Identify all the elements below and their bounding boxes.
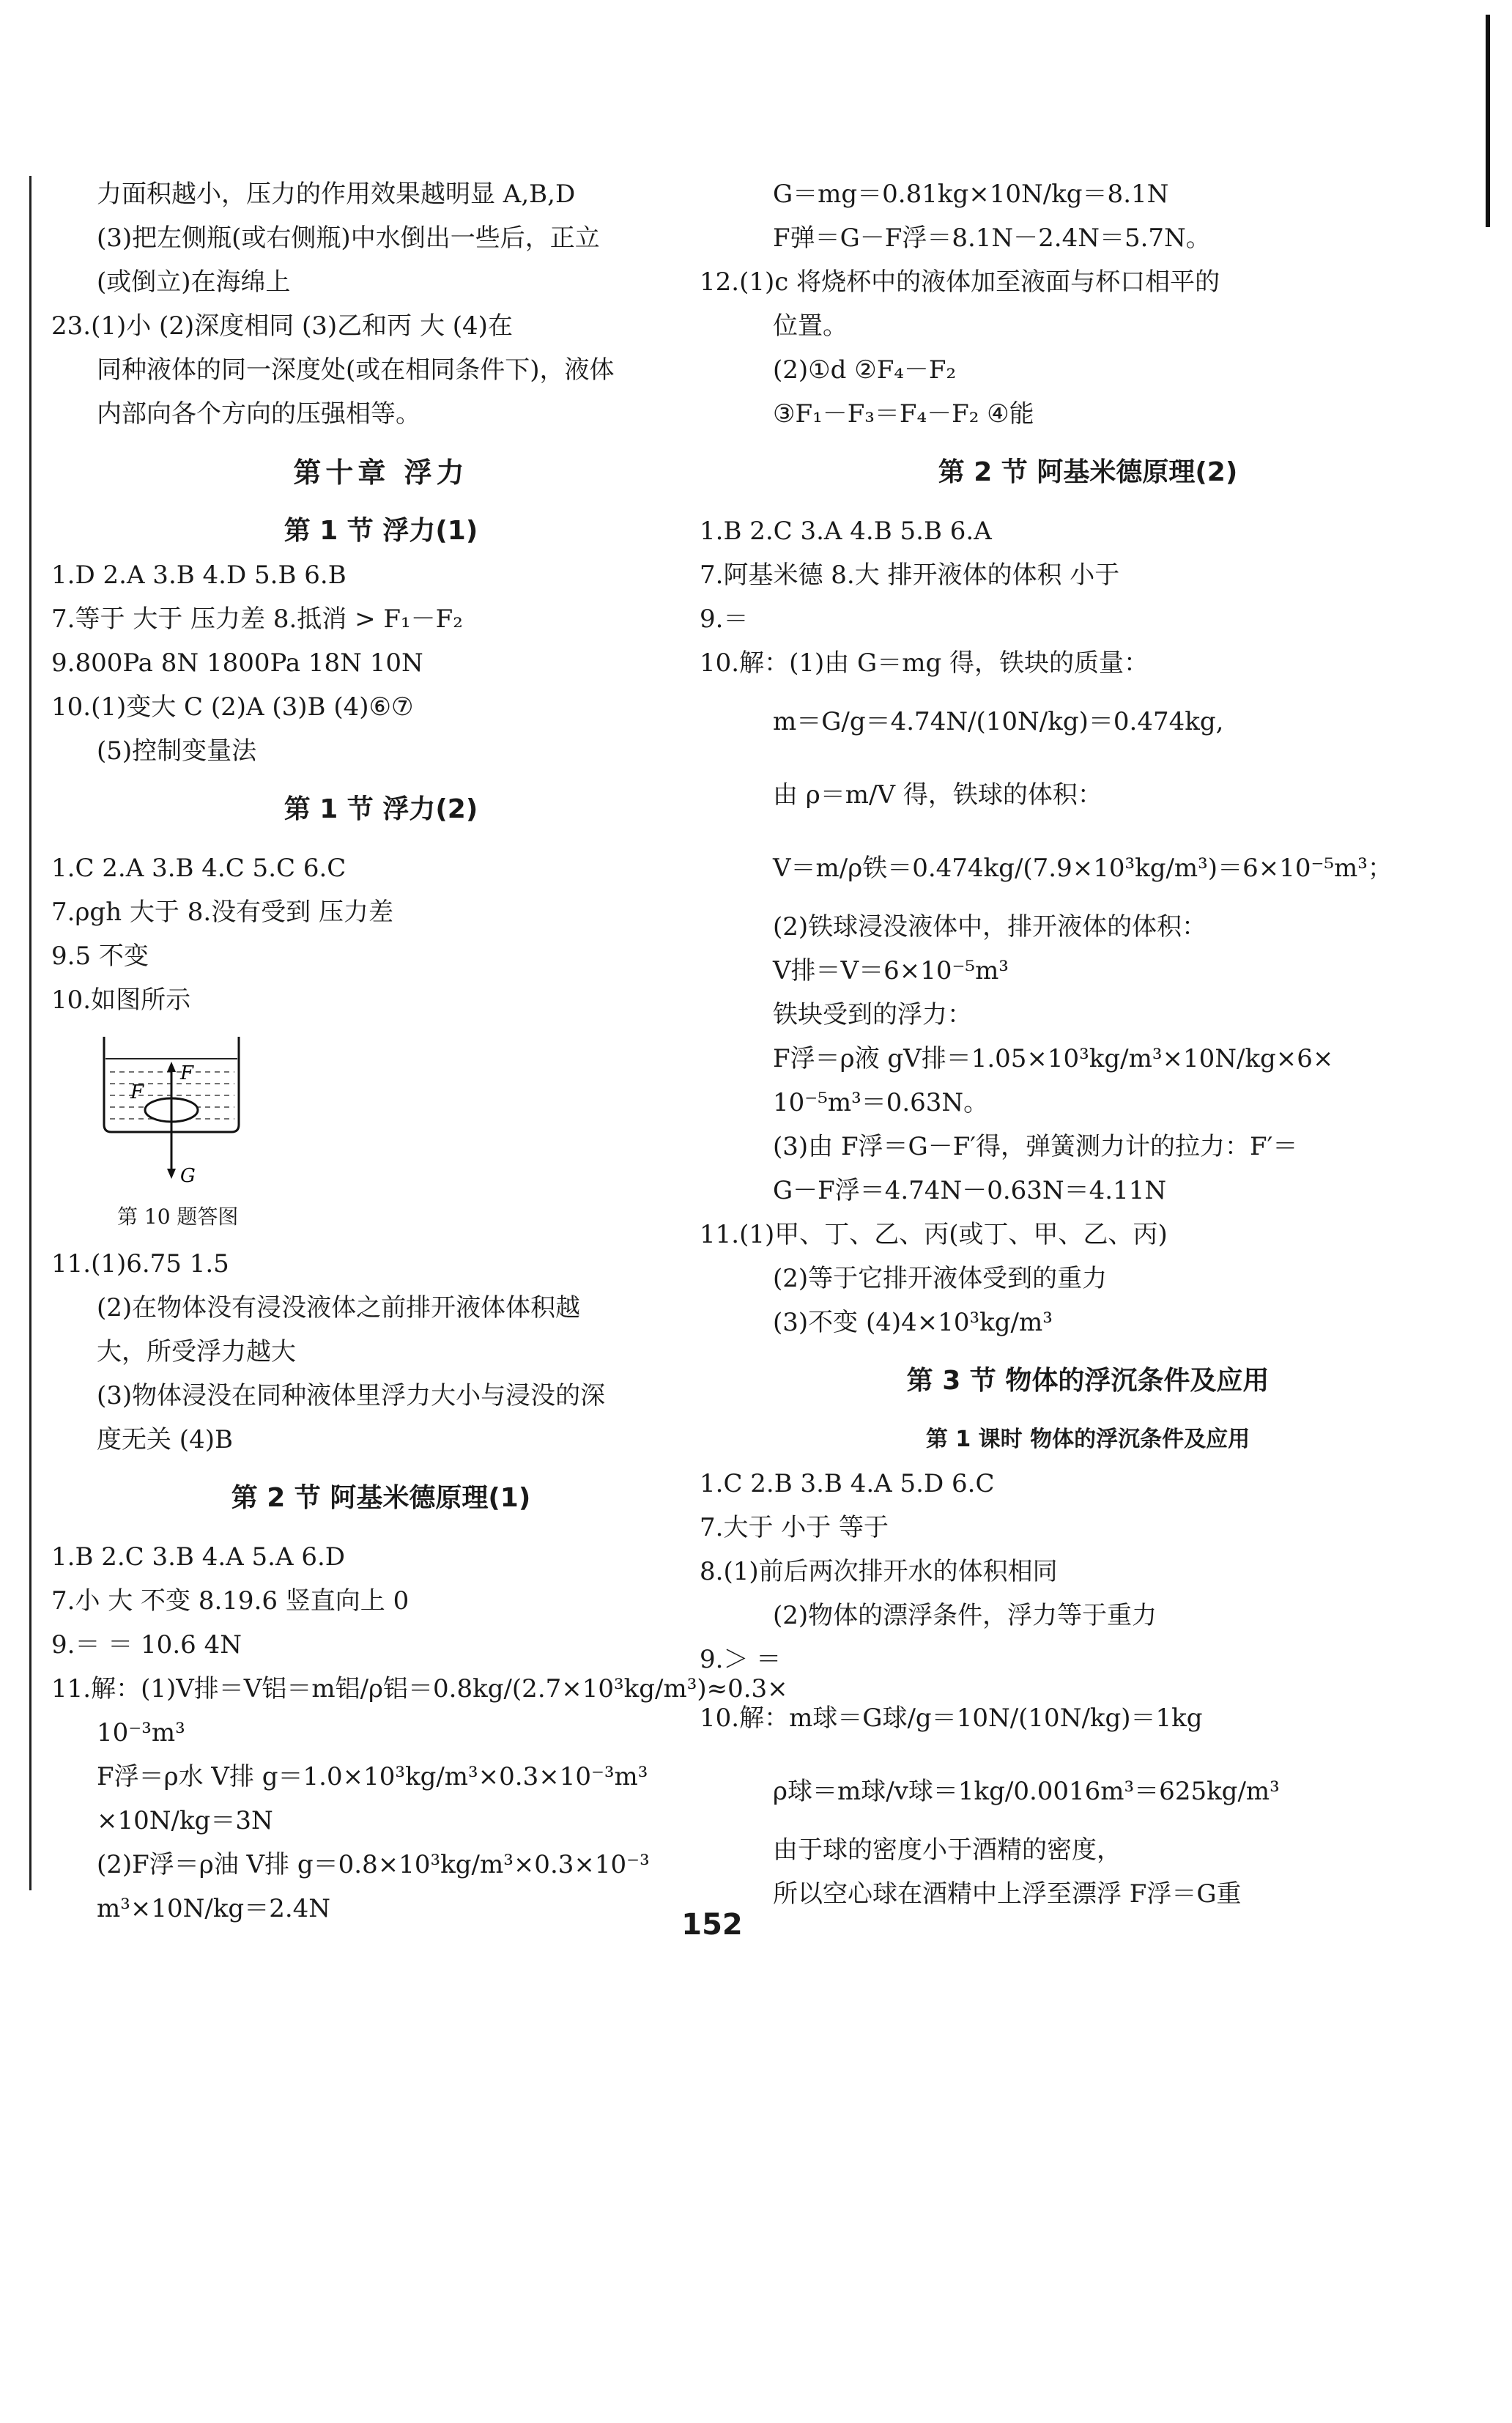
chapter-title: 第十章 浮力	[293, 456, 469, 489]
text-line: (3)由 F浮＝G－F′得，弹簧测力计的拉力：F′＝	[773, 1132, 1298, 1161]
section-title: 第 2 节 阿基米德原理(1)	[231, 1483, 531, 1513]
formula-line: 由 ρ＝m/V 得，铁球的体积：	[773, 780, 1102, 810]
answer-line: 9.5 不变	[51, 942, 149, 971]
answer-line: 9.800Pa 8N 1800Pa 18N 10N	[51, 648, 423, 678]
text-line: 由于球的密度小于酒精的密度，	[773, 1835, 1122, 1865]
text-line: 10⁻⁵m³＝0.63N。	[773, 1088, 989, 1117]
container-diagram	[95, 1022, 315, 1198]
left-margin-rule	[29, 176, 32, 1890]
text-line: G－F浮＝4.74N－0.63N＝4.11N	[773, 1176, 1167, 1205]
answer-line: 1.C 2.A 3.B 4.C 5.C 6.C	[51, 854, 346, 883]
answer-line: 9.＝ ＝ 10.6 4N	[51, 1630, 242, 1660]
text-line: 度无关 (4)B	[97, 1425, 233, 1454]
text-line: 大，所受浮力越大	[97, 1337, 296, 1366]
text-line: (2)铁球浸没液体中，排开液体的体积：	[773, 912, 1207, 942]
answer-line: 1.C 2.B 3.B 4.A 5.D 6.C	[700, 1469, 995, 1498]
answer-line: 11.(1)甲、丁、乙、丙(或丁、甲、乙、丙)	[700, 1220, 1168, 1249]
question-line: 12.(1)c 将烧杯中的液体加至液面与杯口相平的	[700, 267, 1220, 297]
answer-line: 7.阿基米德 8.大 排开液体的体积 小于	[700, 561, 1120, 590]
text-line: m³×10N/kg＝2.4N	[97, 1894, 331, 1923]
text-line: F浮＝ρ水 V排 g＝1.0×10³kg/m³×0.3×10⁻³m³	[97, 1762, 648, 1791]
section-title: 第 1 节 浮力(1)	[284, 516, 478, 546]
answer-line: 10.如图所示	[51, 985, 191, 1015]
section-title: 第 1 节 浮力(2)	[284, 794, 478, 824]
text-line: 位置。	[773, 311, 848, 341]
answer-line: 1.B 2.C 3.A 4.B 5.B 6.A	[700, 517, 992, 546]
formula-line: V＝m/ρ铁＝0.474kg/(7.9×10³kg/m³)＝6×10⁻⁵m³；	[773, 854, 1393, 883]
text-line: ×10N/kg＝3N	[97, 1806, 273, 1835]
text-line: 力面积越小，压力的作用效果越明显 A,B,D	[97, 180, 576, 209]
text-line: V排＝V＝6×10⁻⁵m³	[773, 956, 1009, 985]
answer-line: 1.B 2.C 3.B 4.A 5.A 6.D	[51, 1542, 346, 1572]
text-line: (2)①d ②F₄－F₂	[773, 355, 957, 385]
text-line: (3)物体浸没在同种液体里浮力大小与浸没的深	[97, 1381, 606, 1410]
text-line: (5)控制变量法	[97, 736, 257, 766]
answer-line: 7.等于 大于 压力差 8.抵消 > F₁－F₂	[51, 604, 463, 634]
formula-line: 10.解：m球＝G球/g＝10N/(10N/kg)＝1kg	[700, 1704, 1203, 1733]
answer-line: 10.(1)变大 C (2)A (3)B (4)⑥⑦	[51, 692, 414, 722]
answer-line: 7.ρgh 大于 8.没有受到 压力差	[51, 898, 393, 927]
text-line: (2)在物体没有浸没液体之前排开液体体积越	[97, 1293, 581, 1323]
page-number: 152	[681, 1908, 743, 1942]
text-line: F浮＝ρ液 gV排＝1.05×10³kg/m³×10N/kg×6×	[773, 1044, 1334, 1073]
float-force-label: F	[130, 1081, 144, 1103]
binding-edge-mark	[1486, 15, 1490, 227]
text-line: (2)等于它排开液体受到的重力	[773, 1264, 1108, 1293]
answer-line: 1.D 2.A 3.B 4.D 5.B 6.B	[51, 561, 346, 590]
text-line: 内部向各个方向的压强相等。	[97, 399, 420, 429]
figure-caption: 第 10 题答图	[117, 1205, 239, 1229]
right-column	[700, 172, 1476, 1916]
text-line: 同种液体的同一深度处(或在相同条件下)，液体	[97, 355, 615, 385]
answer-line: 7.小 大 不变 8.19.6 竖直向上 0	[51, 1586, 410, 1616]
answer-line: 11.解：(1)V排＝V铝＝m铝/ρ铝＝0.8kg/(2.7×10³kg/m³)≈0.3×	[51, 1674, 788, 1704]
text-line: (2)物体的漂浮条件，浮力等于重力	[773, 1601, 1157, 1630]
section-title: 第 3 节 物体的浮沉条件及应用	[906, 1366, 1270, 1396]
text-line: ③F₁－F₃＝F₄－F₂ ④能	[773, 399, 1034, 429]
text-line: G＝mg＝0.81kg×10N/kg＝8.1N	[773, 180, 1169, 209]
question-line: 23.(1)小 (2)深度相同 (3)乙和丙 大 (4)在	[51, 311, 513, 341]
text-line: 10⁻³m³	[97, 1718, 185, 1747]
text-line: (或倒立)在海绵上	[97, 267, 291, 297]
gravity-label: G	[180, 1165, 196, 1187]
answer-line: 8.(1)前后两次排开水的体积相同	[700, 1557, 1058, 1586]
lesson-title: 第 1 课时 物体的浮沉条件及应用	[925, 1427, 1250, 1452]
text-line: (3)不变 (4)4×10³kg/m³	[773, 1308, 1053, 1337]
buoyancy-figure	[51, 1022, 711, 1242]
section-title: 第 2 节 阿基米德原理(2)	[938, 457, 1238, 487]
text-line: F弹＝G－F浮＝8.1N－2.4N＝5.7N。	[773, 223, 1211, 253]
formula-line: m＝G/g＝4.74N/(10N/kg)＝0.474kg,	[773, 707, 1224, 736]
text-line: (3)把左侧瓶(或右侧瓶)中水倒出一些后，正立	[97, 223, 600, 253]
answer-line: 9.＝	[700, 604, 749, 634]
answer-line: 11.(1)6.75 1.5	[51, 1249, 229, 1279]
answer-line: 9.＞ ＝	[700, 1645, 782, 1674]
text-line: 所以空心球在酒精中上浮至漂浮 F浮＝G重	[773, 1879, 1242, 1909]
answer-line: 10.解：(1)由 G＝mg 得，铁块的质量：	[700, 648, 1149, 678]
buoyant-force-label: F	[180, 1062, 194, 1084]
text-line: (2)F浮＝ρ油 V排 g＝0.8×10³kg/m³×0.3×10⁻³	[97, 1850, 650, 1879]
formula-line: ρ球＝m球/v球＝1kg/0.0016m³＝625kg/m³	[773, 1777, 1280, 1806]
left-column	[51, 172, 788, 1931]
answer-line: 7.大于 小于 等于	[700, 1513, 889, 1542]
text-line: 铁块受到的浮力：	[773, 1000, 972, 1029]
